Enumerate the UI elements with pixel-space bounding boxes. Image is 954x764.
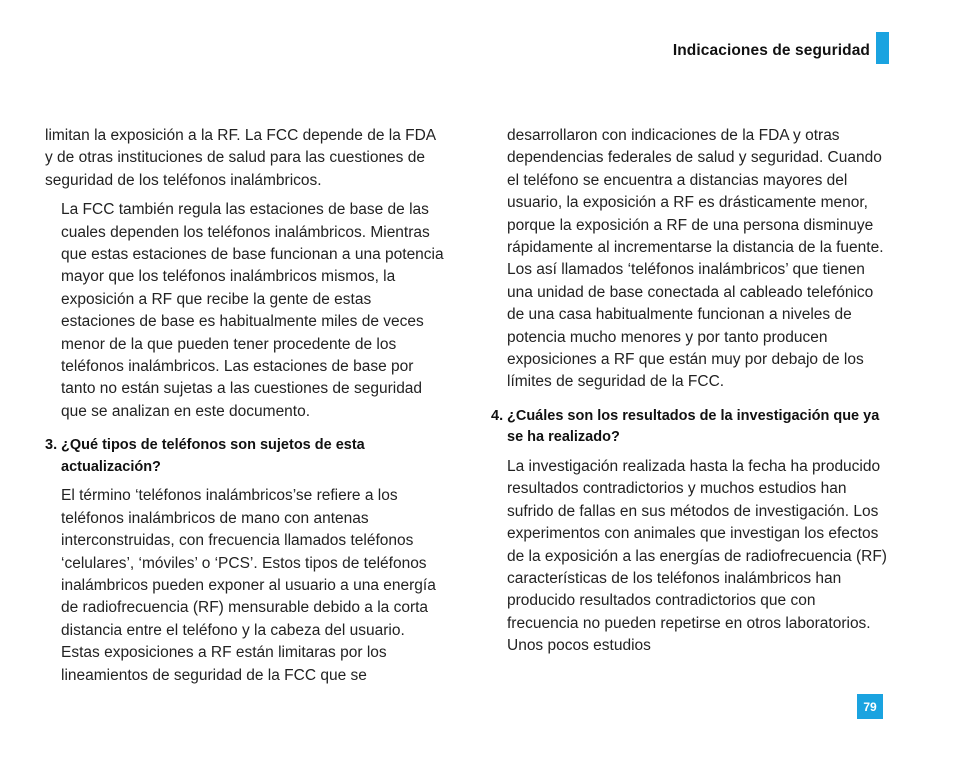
question-number: 3.: [45, 437, 58, 454]
section-title: Indicaciones de seguridad: [672, 42, 870, 59]
paragraph: La investigación realizada hasta la fecha ha producido resultados contradictorios y muchos estudios han sufrido de fallas en sus métodos de investigación. Los experimentos con animales que investigan los efectos de la exposición a las energías de radiofrecuencia (RF) características de los teléfonos inalámbricos han producido resultados contradictorios que con frecuencia no pueden repetirse en otros laboratorios. Unos pocos estudios: [507, 457, 887, 655]
paragraph: La FCC también regula las estaciones de base de las cuales dependen los teléfonos inalámbricos. Mientras que estas estaciones de base funcionan a una potencia mayor que los teléfonos inalámbricos mismos, la exposición a RF que recibe la gente de estas estaciones de base es habitualmente miles de veces menor de la que pueden tener procedente de los teléfonos inalámbricos. Las estaciones de base por tanto no están sujetas a las cuestiones de seguridad que se analizan en este documento.: [61, 201, 444, 420]
paragraph: El término ‘teléfonos inalámbricos’se refiere a los teléfonos inalámbricos de mano con antenas interconstruidas, con frecuencia llamados teléfonos ‘celulares’, ‘móviles’ o ‘PCS’. Estos tipos de teléfonos inalámbricos pueden exponer al usuario a una energía de radiofrecuencia (RF) mensurable debido a la corta distancia entre el teléfono y la cabeza del usuario. Estas exposiciones a RF están limitaras por los lineamientos de seguridad de la FCC que se: [61, 487, 436, 684]
question-heading-4: [491, 406, 891, 449]
question-text: ¿Cuáles son los resultados de la investigación que ya se ha realizado?: [507, 407, 880, 446]
left-column: [45, 125, 445, 687]
question-text: ¿Qué tipos de teléfonos son sujetos de esta actualización?: [61, 437, 365, 475]
paragraph: desarrollaron con indicaciones de la FDA y otras dependencias federales de salud y seguridad. Cuando el teléfono se encuentra a distancias mayores del usuario, la exposición a RF es drásticamente menor, porque la exposición a RF de una persona disminuye rápidamente al incrementarse la distancia de la fuente. Los así llamados ‘teléfonos inalámbricos’ que tienen una unidad de base conectada al cableado telefónico de una casa habitualmente funcionan a niveles de potencia mucho menores y por tanto producen exposiciones a RF que están muy por debajo de los límites de seguridad de la FCC.: [507, 127, 884, 391]
question-heading-3: [45, 435, 445, 478]
right-column: [491, 125, 891, 658]
header-accent-bar: [876, 32, 889, 64]
question-number: 4.: [491, 407, 504, 424]
paragraph: limitan la exposición a la RF. La FCC depende de la FDA y de otras instituciones de salud para las cuestiones de seguridad de los teléfonos inalámbricos.: [45, 127, 436, 189]
page-number: 79: [857, 694, 883, 719]
